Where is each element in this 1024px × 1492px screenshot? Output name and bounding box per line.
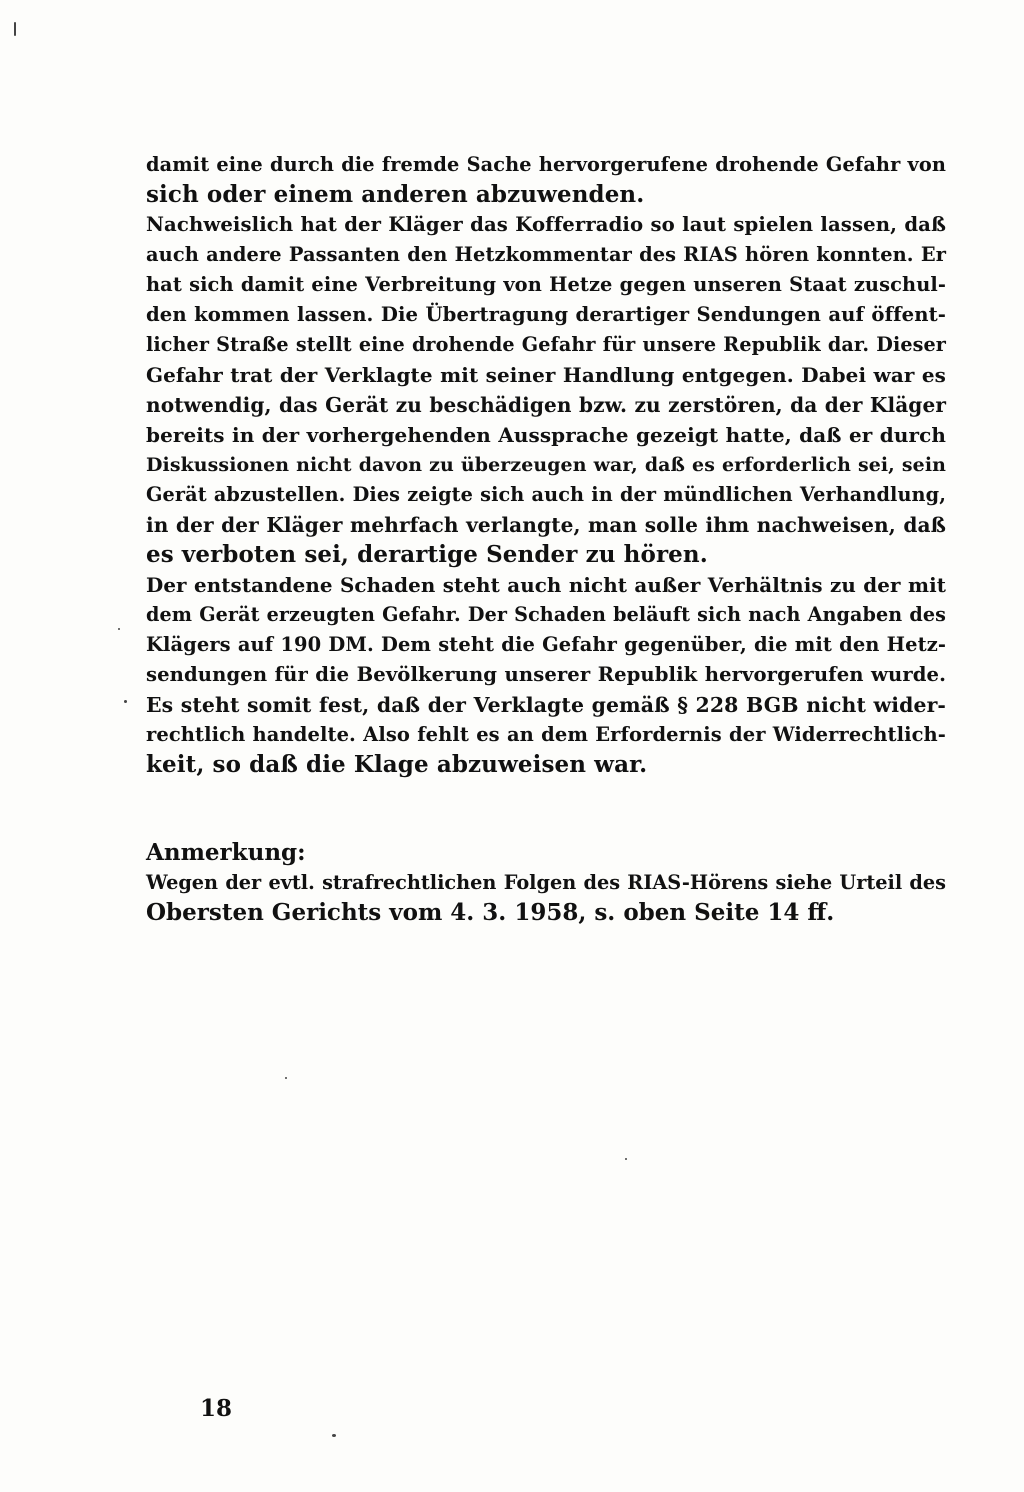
text-line: Der entstandene Schaden steht auch nicht außer Verhältnis zu der mit — [146, 573, 946, 597]
annotation-heading: Anmerkung: — [146, 839, 306, 866]
text-line: auch andere Passanten den Hetzkommentar des RIAS hören konnten. Er — [146, 243, 946, 266]
scan-speck — [14, 22, 16, 36]
annotation-line: Wegen der evtl. strafrechtlichen Folgen des RIAS-Hörens siehe Urteil des — [146, 871, 946, 894]
scan-speck — [124, 700, 127, 703]
paragraph-2 — [146, 210, 946, 570]
scan-speck — [118, 628, 120, 630]
text-line: hat sich damit eine Verbreitung von Hetze gegen unseren Staat zuschul- — [146, 273, 946, 296]
text-line: es verboten sei, derartige Sender zu hören. — [146, 541, 708, 568]
text-line: damit eine durch die fremde Sache hervorgerufene drohende Gefahr von — [146, 153, 946, 176]
paragraph-3 — [146, 570, 946, 780]
paragraph-1 — [146, 150, 946, 210]
annotation-line: Obersten Gerichts vom 4. 3. 1958, s. oben Seite 14 ff. — [146, 899, 835, 926]
text-line: sich oder einem anderen abzuwenden. — [146, 181, 645, 208]
text-line: Nachweislich hat der Kläger das Kofferradio so laut spielen lassen, daß — [146, 213, 946, 236]
text-line: Gerät abzustellen. Dies zeigte sich auch in der mündlichen Verhandlung, — [146, 483, 946, 506]
text-line: den kommen lassen. Die Übertragung derartiger Sendungen auf öffent- — [146, 303, 946, 326]
text-line: bereits in der vorhergehenden Aussprache gezeigt hatte, daß er durch — [146, 423, 946, 447]
text-line: Klägers auf 190 DM. Dem steht die Gefahr gegenüber, die mit den Hetz- — [146, 633, 946, 656]
page-number: 18 — [200, 1395, 233, 1422]
scan-speck — [625, 1158, 627, 1160]
text-line: Diskussionen nicht davon zu überzeugen war, daß es erforderlich sei, sein — [146, 454, 946, 476]
annotation-block — [146, 838, 946, 928]
text-line: sendungen für die Bevölkerung unserer Republik hervorgerufen wurde. — [146, 663, 946, 686]
main-text — [146, 150, 946, 780]
text-line: notwendig, das Gerät zu beschädigen bzw. zu zerstören, da der Kläger — [146, 393, 946, 417]
text-line: in der der Kläger mehrfach verlangte, man solle ihm nachweisen, daß — [146, 513, 946, 537]
text-line: rechtlich handelte. Also fehlt es an dem Erfordernis der Widerrechtlich- — [146, 723, 946, 746]
scan-speck — [332, 1434, 336, 1437]
text-line: Gefahr trat der Verklagte mit seiner Handlung entgegen. Dabei war es — [146, 363, 946, 387]
text-line: dem Gerät erzeugten Gefahr. Der Schaden beläuft sich nach Angaben des — [146, 603, 946, 626]
scan-speck — [285, 1077, 287, 1079]
text-line: licher Straße stellt eine drohende Gefahr für unsere Republik dar. Dieser — [146, 333, 946, 356]
text-line: keit, so daß die Klage abzuweisen war. — [146, 751, 648, 778]
text-line: Es steht somit fest, daß der Verklagte gemäß § 228 BGB nicht wider- — [146, 693, 946, 717]
